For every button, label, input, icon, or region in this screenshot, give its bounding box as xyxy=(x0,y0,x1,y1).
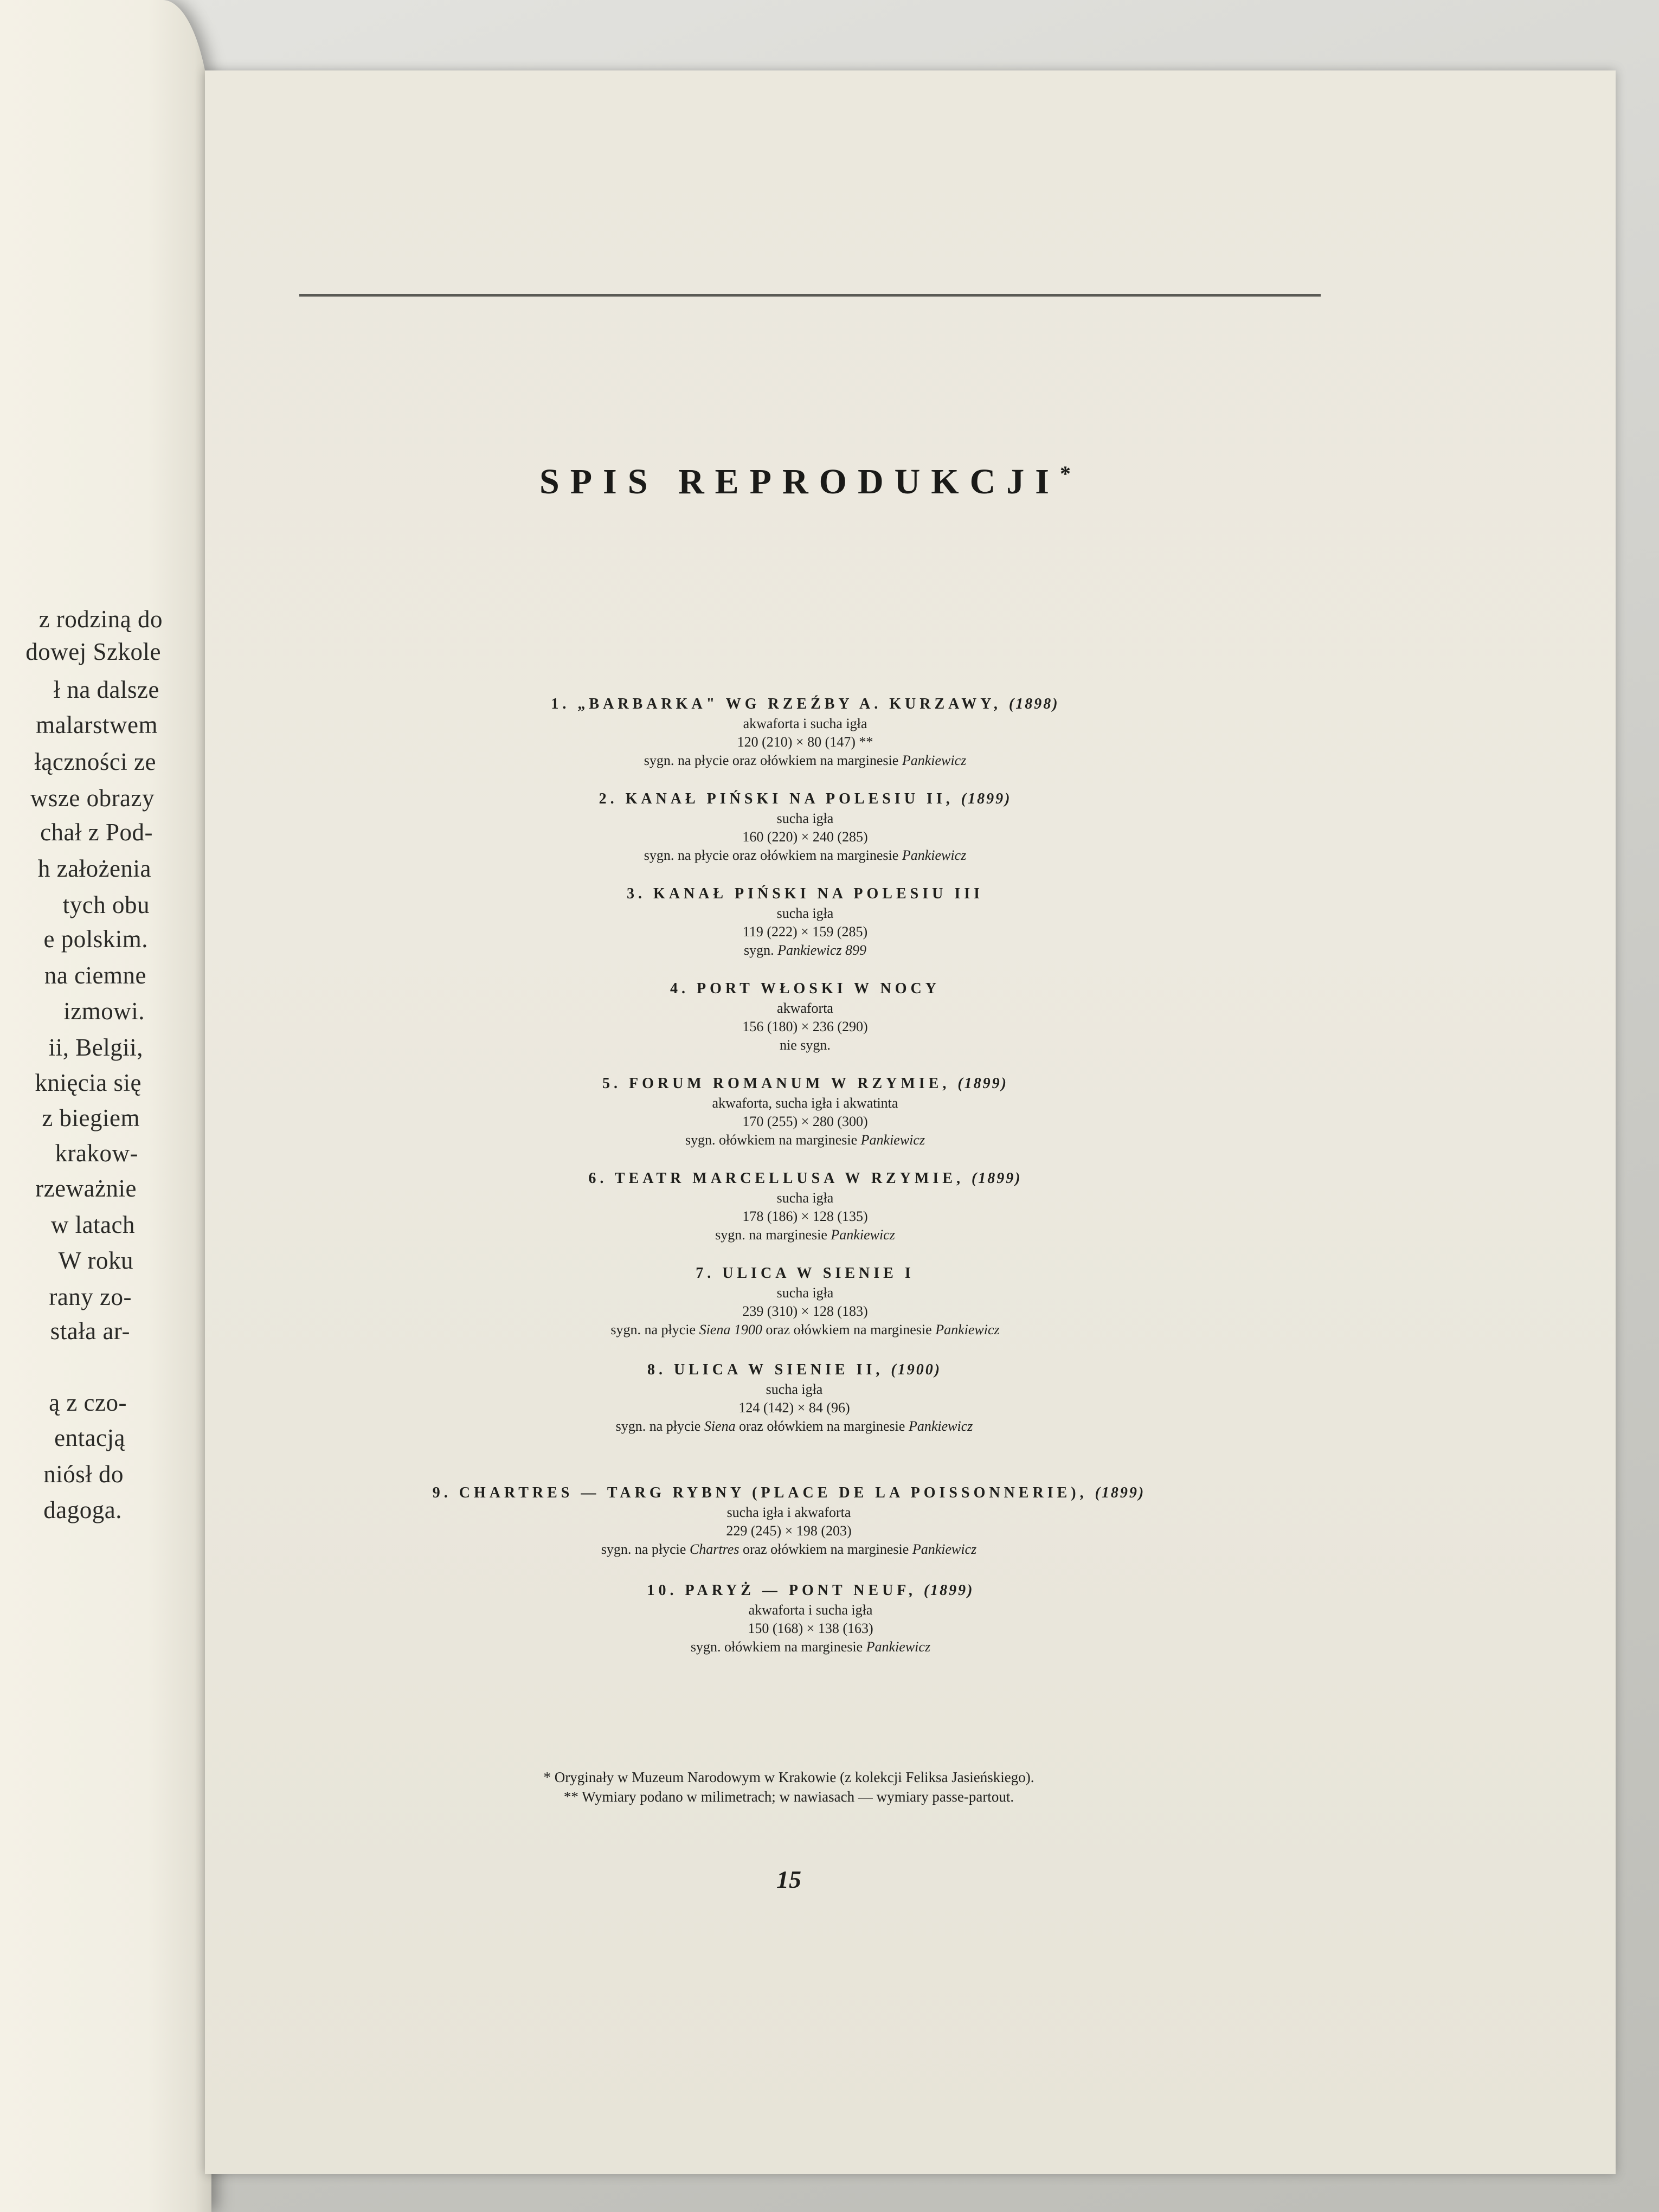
left-page-line: W roku xyxy=(58,1247,133,1274)
signature-name: Pankiewicz xyxy=(902,847,967,863)
signature-text: oraz ołówkiem na marginesie xyxy=(742,1541,909,1557)
left-page-line: z biegiem xyxy=(42,1104,140,1131)
list-item xyxy=(0,1360,1599,1436)
entry-title-text: 6. TEATR MARCELLUSA W RZYMIE, xyxy=(588,1170,964,1187)
entry-title xyxy=(0,789,1610,809)
left-page-line: chał z Pod- xyxy=(40,819,153,846)
entry-title-text: 1. „BARBARKA" WG RZEŹBY A. KURZAWY, xyxy=(551,696,1001,712)
entry-title xyxy=(0,979,1610,999)
entry-dimensions: 124 (142) × 84 (96) xyxy=(738,1400,850,1416)
left-page-line: ł na dalsze xyxy=(53,676,159,703)
entry-technique: sucha igła xyxy=(776,1285,834,1301)
signature-name: Chartres xyxy=(689,1541,740,1557)
entry-year: (1899) xyxy=(923,1582,974,1599)
signature-name: Pankiewicz xyxy=(908,1418,973,1434)
left-page-line: entacją xyxy=(54,1424,125,1451)
entry-title-text: 3. KANAŁ PIŃSKI NA POLESIU III xyxy=(626,885,984,902)
entry-signature xyxy=(0,941,1610,960)
entry-dimensions: 160 (220) × 240 (285) xyxy=(742,829,868,845)
entry-title-text: 8. ULICA W SIENIE II, xyxy=(647,1361,884,1378)
entry-technique: sucha igła i akwaforta xyxy=(726,1504,851,1520)
footnotes xyxy=(0,1767,1578,1806)
entry-technique: akwaforta i sucha igła xyxy=(748,1602,873,1618)
entry-technique: sucha igła xyxy=(776,1190,834,1206)
left-page-line: z rodziną do xyxy=(38,606,163,633)
entry-signature xyxy=(0,1226,1610,1244)
entry-year: (1899) xyxy=(1095,1484,1146,1501)
left-page-line: dowej Szkole xyxy=(25,638,161,665)
entry-title xyxy=(0,1360,1599,1380)
entry-dimensions: 120 (210) × 80 (147) ** xyxy=(737,734,873,750)
signature-name: Pankiewicz 899 xyxy=(777,942,867,958)
left-page-line: dagoga. xyxy=(43,1496,122,1523)
left-page-line: w latach xyxy=(50,1211,135,1238)
title-asterisk: * xyxy=(1059,461,1071,486)
list-item xyxy=(0,694,1610,770)
list-item xyxy=(0,1069,1610,1149)
entry-year: (1898) xyxy=(1008,696,1059,712)
left-page-line: łączności ze xyxy=(34,748,156,775)
left-page-line: na ciemne xyxy=(44,962,146,989)
signature-text: oraz ołówkiem na marginesie xyxy=(739,1418,905,1434)
entry-title xyxy=(5,1580,1616,1601)
entry-signature xyxy=(0,1131,1610,1149)
signature-name: Pankiewicz xyxy=(935,1322,1000,1338)
signature-text: sygn. na płycie xyxy=(615,1418,701,1434)
footnote: ** Wymiary podano w milimetrach; w nawiasach — wymiary passe-partout. xyxy=(563,1789,1014,1805)
signature-text: oraz ołówkiem na marginesie xyxy=(766,1322,932,1338)
left-page-line: ii, Belgii, xyxy=(48,1034,143,1061)
list-item xyxy=(0,789,1610,865)
signature-text: sygn. ołówkiem na marginesie xyxy=(690,1639,863,1655)
entry-signature xyxy=(5,1638,1616,1656)
signature-text: sygn. ołówkiem na marginesie xyxy=(685,1132,858,1148)
page-title xyxy=(0,461,1610,503)
signature-name: Pankiewicz xyxy=(831,1227,895,1243)
left-page-line: rany zo- xyxy=(49,1283,132,1310)
left-page-line: h założenia xyxy=(37,855,151,882)
entry-year: (1899) xyxy=(957,1075,1008,1092)
entry-technique: akwaforta, sucha igła i akwatinta xyxy=(712,1095,898,1111)
entry-technique: sucha igła xyxy=(776,811,834,826)
entry-dimensions: 239 (310) × 128 (183) xyxy=(742,1303,868,1319)
left-page-line: izmowi. xyxy=(63,998,145,1025)
signature-text: sygn. na marginesie xyxy=(715,1227,827,1243)
left-page-line: ą z czo- xyxy=(49,1389,127,1416)
signature-text: sygn. na płycie xyxy=(601,1541,686,1557)
signature-name: Pankiewicz xyxy=(902,753,967,768)
signature-name: Pankiewicz xyxy=(866,1639,931,1655)
left-page-line: knięcia się xyxy=(35,1069,142,1096)
footnote: * Oryginały w Muzeum Narodowym w Krakowie (z kolekcji Feliksa Jasieńskiego). xyxy=(543,1769,1034,1785)
entry-signature xyxy=(0,1540,1594,1559)
left-page-line: wsze obrazy xyxy=(30,785,155,812)
entry-signature xyxy=(0,751,1610,770)
entry-title-text: 10. PARYŻ — PONT NEUF, xyxy=(647,1582,916,1599)
list-item xyxy=(0,979,1610,1054)
left-page-line: e polskim. xyxy=(43,925,148,953)
entry-title-text: 5. FORUM ROMANUM W RZYMIE, xyxy=(602,1075,950,1092)
list-item xyxy=(0,1263,1610,1339)
entry-technique: sucha igła xyxy=(766,1381,823,1397)
signature-text: nie sygn. xyxy=(780,1037,831,1053)
left-page-line: krakow- xyxy=(55,1140,138,1167)
entry-technique: akwaforta xyxy=(777,1000,833,1016)
entry-dimensions: 170 (255) × 280 (300) xyxy=(742,1114,868,1129)
list-item xyxy=(5,1580,1616,1656)
entry-title-text: 4. PORT WŁOSKI W NOCY xyxy=(670,980,940,997)
signature-text: sygn. xyxy=(743,942,774,958)
left-page-line: niósł do xyxy=(43,1461,124,1488)
entry-title-text: 7. ULICA W SIENIE I xyxy=(696,1265,915,1282)
entry-title xyxy=(0,1069,1610,1096)
signature-name: Pankiewicz xyxy=(912,1541,977,1557)
signature-name: Siena 1900 xyxy=(699,1322,762,1338)
entry-title xyxy=(0,1168,1610,1189)
entry-technique: sucha igła xyxy=(776,905,834,921)
signature-name: Siena xyxy=(704,1418,736,1434)
signature-text: sygn. na płycie oraz ołówkiem na marginesie xyxy=(644,847,899,863)
entry-year: (1899) xyxy=(971,1170,1022,1187)
left-page-line: stała ar- xyxy=(50,1317,130,1345)
left-page-line: malarstwem xyxy=(36,711,158,738)
entry-signature xyxy=(0,1417,1599,1436)
page-number: 15 xyxy=(776,1866,801,1893)
top-rule xyxy=(299,294,1321,297)
entry-year: (1899) xyxy=(961,790,1012,807)
entry-dimensions: 119 (222) × 159 (285) xyxy=(742,924,868,940)
list-item xyxy=(0,1168,1610,1244)
entry-title xyxy=(0,1483,1594,1503)
list-item xyxy=(0,1483,1594,1559)
signature-name: Pankiewicz xyxy=(860,1132,925,1148)
signature-text: sygn. na płycie xyxy=(610,1322,696,1338)
list-item xyxy=(0,884,1610,960)
entry-dimensions: 229 (245) × 198 (203) xyxy=(726,1523,852,1539)
entry-signature xyxy=(0,1321,1610,1339)
entry-title-text: 9. CHARTRES — TARG RYBNY (PLACE DE LA POISSONNERIE), xyxy=(432,1484,1088,1501)
entry-dimensions: 150 (168) × 138 (163) xyxy=(748,1621,873,1636)
left-page-line: rzeważnie xyxy=(35,1175,137,1202)
entry-dimensions: 156 (180) × 236 (290) xyxy=(742,1019,868,1034)
title-text: SPIS REPRODUKCJI xyxy=(539,462,1060,501)
entry-title xyxy=(0,884,1610,904)
signature-text: sygn. na płycie oraz ołówkiem na marginesie xyxy=(644,753,899,768)
left-page-line: tych obu xyxy=(62,891,150,918)
entry-title xyxy=(0,694,1610,715)
entry-title-text: 2. KANAŁ PIŃSKI NA POLESIU II, xyxy=(599,790,954,807)
entry-signature xyxy=(0,846,1610,865)
entry-signature xyxy=(0,1036,1610,1054)
entry-dimensions: 178 (186) × 128 (135) xyxy=(742,1208,868,1224)
entry-year: (1900) xyxy=(891,1361,942,1378)
entry-technique: akwaforta i sucha igła xyxy=(743,716,867,731)
entry-title xyxy=(0,1263,1610,1284)
